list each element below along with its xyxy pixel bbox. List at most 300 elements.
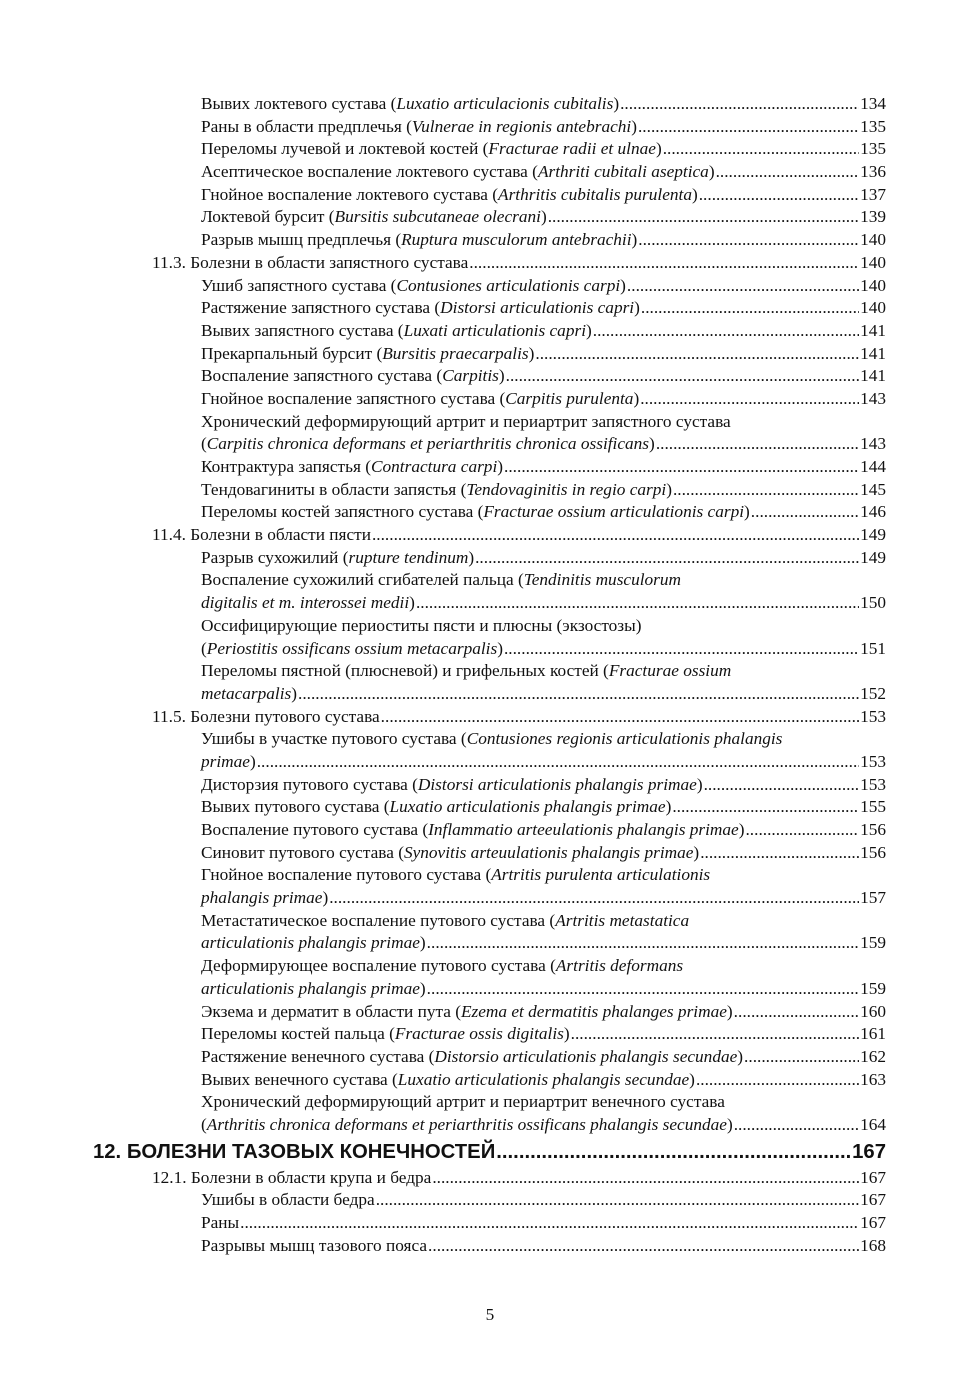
- entry-text: ): [586, 320, 592, 340]
- dot-leader: [535, 343, 859, 366]
- dot-leader: [416, 592, 859, 615]
- entry-text: Переломы пястной (плюсневой) и грифельных костей (: [201, 661, 609, 681]
- dot-leader: [745, 819, 859, 842]
- entry-text: Асептическое воспаление локтевого сустава (: [201, 162, 538, 182]
- entry-text: ): [691, 184, 698, 204]
- entry-text: Контрактура запястья (: [201, 457, 371, 476]
- entry-text: Переломы костей запястного сустава (: [201, 502, 484, 522]
- page-ref: 163: [860, 1069, 886, 1089]
- dot-leader: [696, 1069, 859, 1092]
- entry-text: ): [497, 638, 503, 658]
- entry-text: ): [631, 116, 637, 136]
- entry-text: ): [693, 842, 700, 862]
- page-ref: 140: [860, 275, 886, 295]
- entry-title: [201, 911, 689, 930]
- entry-title: [201, 1212, 239, 1235]
- toc-entry[interactable]: [201, 1235, 886, 1258]
- dot-leader: [504, 638, 859, 661]
- latin-term: Carpitis chronica deformans et periarthritis chronica ossificans: [206, 434, 650, 454]
- entry-text: ): [291, 683, 298, 703]
- latin-term: Distorsi articulationis phalangis primae: [417, 774, 697, 794]
- latin-term: Tendinitis musculorum: [523, 570, 682, 590]
- toc-entry[interactable]: [201, 1114, 886, 1137]
- entry-text: Воспаление сухожилий сгибателей пальца (: [201, 570, 524, 590]
- page-ref: 159: [860, 978, 886, 998]
- page-ref: 140: [860, 252, 886, 272]
- dot-leader: [504, 456, 859, 479]
- latin-term: Carpitis purulenta: [505, 388, 634, 408]
- page-ref: 157: [860, 888, 886, 908]
- entry-text: ): [633, 388, 640, 408]
- entry-text: 12. БОЛЕЗНИ ТАЗОВЫХ КОНЕЧНОСТЕЙ: [93, 1140, 496, 1163]
- dot-leader: [298, 683, 859, 706]
- dot-leader: [571, 1023, 859, 1046]
- entry-title: [201, 1069, 695, 1092]
- latin-term: Bursitis praecarpalis: [382, 343, 529, 363]
- page-ref: 155: [860, 797, 886, 817]
- toc-entry[interactable]: [201, 433, 886, 456]
- entry-text: ): [631, 230, 638, 250]
- entry-title: [201, 116, 637, 139]
- toc-entry[interactable]: [201, 93, 886, 116]
- entry-title: [201, 570, 681, 589]
- page-ref: 145: [860, 479, 886, 499]
- latin-term: Arthriti cubitali aseptica: [537, 162, 709, 182]
- dot-leader: [734, 1114, 859, 1137]
- latin-term: Artritis deformans: [555, 956, 684, 976]
- toc-entry[interactable]: [201, 1189, 886, 1212]
- dot-leader: [593, 320, 859, 343]
- entry-title: [201, 819, 744, 842]
- page-ref: 149: [860, 525, 886, 545]
- latin-term: articulationis phalangis primae: [201, 978, 420, 998]
- page-ref: 151: [860, 638, 886, 658]
- latin-term: Fracturae ossium articulationis carpi: [483, 502, 745, 522]
- entry-text: Вывих локтевого сустава (: [201, 94, 397, 113]
- toc-entry[interactable]: [201, 864, 886, 887]
- toc-entry[interactable]: [201, 1001, 886, 1024]
- entry-text: (: [201, 434, 207, 454]
- page-ref: 141: [860, 343, 886, 363]
- latin-term: phalangis primae: [201, 888, 323, 908]
- entry-title: [201, 547, 474, 570]
- entry-title: [201, 1001, 733, 1024]
- latin-term: Ruptura musculorum antebrachii: [401, 230, 632, 250]
- entry-text: Вывих запястного сустава (: [201, 320, 404, 340]
- latin-term: Luxatio articulationis phalangis secundae: [397, 1069, 690, 1089]
- entry-title: [201, 751, 256, 774]
- dot-leader: [548, 206, 859, 229]
- entry-title: [201, 956, 683, 975]
- entry-text: ): [249, 751, 256, 771]
- table-of-contents: [0, 93, 980, 1257]
- entry-title: [201, 887, 328, 910]
- entry-title: [201, 1235, 427, 1258]
- toc-section[interactable]: [152, 1167, 886, 1190]
- entry-title: [201, 1114, 733, 1137]
- entry-title: [201, 456, 503, 479]
- page-ref: 136: [860, 162, 886, 182]
- entry-text: ): [409, 593, 415, 613]
- dot-leader: [672, 796, 859, 819]
- dot-leader: [663, 138, 859, 161]
- page-number: 5: [485, 1305, 495, 1324]
- page-ref: 153: [860, 706, 886, 726]
- dot-leader: [240, 1212, 859, 1235]
- page-ref: 134: [860, 94, 886, 113]
- toc-entry[interactable]: [201, 842, 886, 865]
- entry-text: ): [665, 797, 672, 817]
- page-ref: 153: [860, 751, 886, 771]
- entry-title: [201, 1046, 743, 1069]
- entry-text: Растяжение запястного сустава (: [201, 298, 441, 318]
- toc-entry[interactable]: [201, 229, 886, 252]
- toc-entry[interactable]: [201, 683, 886, 706]
- entry-title: [201, 661, 731, 680]
- entry-title: [201, 1092, 725, 1111]
- dot-leader: [329, 887, 859, 910]
- page-ref: 144: [860, 457, 886, 476]
- entry-text: Хронический деформирующий артрит и периартрит запястного сустава: [201, 411, 731, 431]
- latin-term: Vulnerae in regionis antebrachi: [411, 116, 632, 136]
- latin-term: Artritis metastatica: [555, 910, 690, 930]
- latin-term: Fracturae ossis digitalis: [394, 1024, 564, 1044]
- entry-text: ): [666, 479, 672, 499]
- entry-text: Растяжение венечного сустава (: [201, 1046, 435, 1066]
- toc-entry[interactable]: [201, 955, 886, 978]
- latin-term: Artritis purulenta articulationis: [491, 865, 711, 885]
- toc-entry[interactable]: [201, 501, 886, 524]
- entry-text: ): [620, 275, 626, 295]
- entry-text: Экзема и дерматит в области пута (: [201, 1001, 461, 1021]
- page-ref: 140: [860, 230, 886, 250]
- latin-term: digitalis et m. interossei medii: [201, 593, 410, 613]
- page-ref: 146: [860, 502, 886, 522]
- entry-title: [201, 978, 426, 1001]
- entry-title: [93, 1137, 495, 1167]
- dot-leader: [428, 1235, 859, 1258]
- latin-term: Inflammatio arteeulationis phalangis primae: [428, 820, 739, 839]
- entry-title: [201, 184, 698, 207]
- entry-text: ): [726, 1001, 733, 1021]
- page-ref: 164: [860, 1114, 886, 1134]
- toc-section[interactable]: [152, 252, 886, 275]
- latin-term: Fracturae ossium: [608, 661, 732, 681]
- latin-term: Arthritis cubitalis purulenta: [498, 184, 692, 204]
- entry-text: Локтевой бурсит (: [201, 207, 335, 227]
- toc-entry[interactable]: [201, 411, 886, 434]
- entry-text: Раны в области предплечья (: [201, 116, 412, 136]
- entry-text: Гнойное воспаление запястного сустава (: [201, 388, 506, 408]
- entry-text: ): [322, 888, 329, 908]
- page-ref: 141: [860, 320, 886, 340]
- dot-leader: [704, 774, 860, 797]
- entry-title: [201, 842, 699, 865]
- page-ref: 140: [860, 298, 886, 318]
- entry-title: [201, 592, 415, 615]
- dot-leader: [475, 547, 859, 570]
- dot-leader: [257, 751, 859, 774]
- toc-entry[interactable]: [201, 978, 886, 1001]
- toc-entry[interactable]: [201, 660, 886, 683]
- entry-text: 11.5. Болезни путового сустава: [152, 706, 380, 726]
- entry-text: Гнойное воспаление локтевого сустава (: [201, 184, 499, 204]
- latin-term: Ezema et dermatitis phalanges primae: [460, 1001, 727, 1021]
- latin-term: Tendovaginitis in regio carpi: [466, 479, 667, 499]
- entry-title: [201, 93, 619, 116]
- entry-text: (: [201, 638, 207, 658]
- toc-entry[interactable]: [201, 932, 886, 955]
- page-ref: 160: [860, 1001, 886, 1021]
- toc-entry[interactable]: [201, 774, 886, 797]
- latin-term: Contusiones articulationis carpi: [396, 275, 621, 295]
- dot-leader: [427, 978, 859, 1001]
- entry-text: Переломы костей пальца (: [201, 1024, 395, 1044]
- latin-term: Luxatio articulationis phalangis primae: [389, 797, 666, 817]
- toc-entry[interactable]: [201, 819, 886, 842]
- entry-title: [201, 501, 750, 524]
- dot-leader: [744, 1046, 859, 1069]
- toc-entry[interactable]: [201, 547, 886, 570]
- entry-text: Оссифицирующие периоститы пясти и плюсны (экзостозы): [201, 615, 642, 635]
- toc-section[interactable]: [152, 706, 886, 729]
- entry-text: Разрыв мышц предплечья (: [201, 230, 402, 250]
- page-ref: 156: [860, 820, 886, 839]
- entry-text: Вывих путового сустава (: [201, 797, 390, 817]
- entry-title: [201, 796, 671, 819]
- page-ref: 141: [860, 366, 886, 386]
- latin-term: Distorsio articulationis phalangis secundae: [434, 1046, 738, 1066]
- entry-text: 11.3. Болезни в области запястного сустава: [152, 252, 469, 272]
- entry-text: Дисторзия путового сустава (: [201, 774, 418, 794]
- entry-text: Ушиб запястного сустава (: [201, 275, 397, 295]
- entry-text: ): [696, 774, 703, 794]
- toc-entry[interactable]: [201, 728, 886, 751]
- toc-entry[interactable]: [201, 116, 886, 139]
- entry-title: [201, 275, 626, 298]
- dot-leader: [381, 706, 859, 729]
- entry-text: Хронический деформирующий артрит и периартрит венечного сустава: [201, 1092, 725, 1112]
- dot-leader: [656, 433, 859, 456]
- entry-text: 11.4. Болезни в области пясти: [152, 525, 371, 545]
- entry-title: [201, 320, 592, 343]
- latin-term: Contractura carpi: [371, 457, 498, 476]
- dot-leader: [506, 365, 859, 388]
- entry-text: ): [613, 94, 620, 113]
- entry-text: (: [201, 1114, 207, 1134]
- page-ref: 161: [860, 1024, 886, 1044]
- entry-text: Прекарпальный бурсит (: [201, 343, 383, 363]
- entry-text: Ушибы в области бедра: [201, 1190, 375, 1210]
- entry-title: [201, 388, 639, 411]
- entry-title: [201, 616, 642, 635]
- entry-text: Разрывы мышц тазового пояса: [201, 1235, 428, 1255]
- page-ref: 149: [860, 547, 886, 567]
- dot-leader: [372, 524, 859, 547]
- dot-leader: [469, 252, 859, 275]
- toc-entry[interactable]: [201, 592, 886, 615]
- dot-leader: [432, 1167, 859, 1190]
- latin-term: rupture tendinum: [348, 547, 469, 567]
- toc-entry[interactable]: [201, 1069, 886, 1092]
- page-ref: 159: [860, 933, 886, 953]
- latin-term: Periostitis ossificans ossium metacarpalis: [206, 638, 498, 658]
- page-ref: 153: [860, 774, 886, 794]
- toc-entry[interactable]: [201, 388, 886, 411]
- entry-text: Воспаление запястного сустава (: [201, 366, 443, 386]
- page-ref: 137: [860, 184, 886, 204]
- toc-entry[interactable]: [201, 456, 886, 479]
- toc-entry[interactable]: [201, 910, 886, 933]
- toc-entry[interactable]: [201, 184, 886, 207]
- entry-title: [152, 524, 371, 547]
- dot-leader: [638, 116, 859, 139]
- entry-text: Ушибы в участке путового сустава (: [201, 729, 467, 749]
- entry-title: [201, 229, 637, 252]
- entry-text: Раны: [201, 1213, 240, 1232]
- latin-term: Distorsi articulationis capri: [440, 298, 635, 318]
- entry-text: ): [738, 820, 745, 839]
- entry-text: Деформирующее воспаление путового сустава (: [201, 956, 556, 976]
- entry-text: Разрыв сухожилий (: [201, 547, 349, 567]
- latin-term: Luxatio articulacionis cubitalis: [396, 94, 614, 113]
- entry-text: ): [419, 933, 426, 953]
- toc-entry[interactable]: [201, 796, 886, 819]
- entry-text: Переломы лучевой и локтевой костей (: [201, 139, 489, 159]
- latin-term: Arthritis chronica deformans et periarthritis ossificans phalangis secundae: [206, 1114, 727, 1134]
- dot-leader: [751, 501, 859, 524]
- dot-leader: [640, 388, 859, 411]
- entry-text: ): [655, 139, 662, 159]
- page-ref: 152: [860, 683, 886, 703]
- latin-term: metacarpalis: [201, 683, 292, 703]
- entry-text: Воспаление путового сустава (: [201, 820, 429, 839]
- latin-term: primae: [201, 751, 250, 771]
- dot-leader: [641, 297, 859, 320]
- dot-leader: [376, 1189, 859, 1212]
- entry-title: [152, 1167, 431, 1190]
- entry-text: ): [744, 502, 750, 522]
- page-ref: 156: [860, 842, 886, 862]
- entry-text: ): [726, 1114, 733, 1134]
- page-ref: 167: [852, 1140, 886, 1163]
- toc-entry[interactable]: [201, 365, 886, 388]
- entry-title: [201, 343, 534, 366]
- entry-text: ): [498, 366, 505, 386]
- page-ref: 167: [860, 1190, 886, 1210]
- toc-entry[interactable]: [201, 638, 886, 661]
- dot-leader: [734, 1001, 859, 1024]
- dot-leader: [716, 161, 859, 184]
- page-ref: 150: [860, 593, 886, 613]
- entry-text: Тендовагиниты в области запястья (: [201, 479, 467, 499]
- entry-title: [152, 706, 380, 729]
- toc-entry[interactable]: [201, 1023, 886, 1046]
- page-ref: 162: [860, 1046, 886, 1066]
- toc-entry[interactable]: [201, 479, 886, 502]
- page-ref: 143: [860, 388, 886, 408]
- entry-title: [201, 638, 503, 661]
- entry-title: [201, 206, 547, 229]
- toc-entry[interactable]: [201, 206, 886, 229]
- toc-entry[interactable]: [201, 1046, 886, 1069]
- entry-text: ): [708, 162, 715, 182]
- latin-term: Fracturae radii et ulnae: [488, 139, 656, 159]
- page-ref: 135: [860, 116, 886, 136]
- entry-text: Гнойное воспаление путового сустава (: [201, 865, 492, 885]
- entry-text: ): [563, 1024, 570, 1044]
- page-ref: 143: [860, 434, 886, 454]
- toc-entry[interactable]: [201, 887, 886, 910]
- entry-text: Синовит путового сустава (: [201, 842, 404, 862]
- entry-text: ): [528, 343, 535, 363]
- dot-leader: [427, 932, 859, 955]
- toc-entry[interactable]: [201, 343, 886, 366]
- dot-leader: [496, 1137, 851, 1167]
- entry-title: [201, 433, 655, 456]
- toc-section[interactable]: [152, 524, 886, 547]
- toc-entry[interactable]: [201, 569, 886, 592]
- dot-leader: [620, 93, 859, 116]
- entry-title: [201, 932, 426, 955]
- entry-text: ): [634, 298, 640, 318]
- toc-entry[interactable]: [201, 615, 886, 638]
- entry-title: [201, 479, 672, 502]
- toc-entry[interactable]: [201, 138, 886, 161]
- latin-term: Carpitis: [442, 366, 499, 386]
- entry-text: Вывих венечного сустава (: [201, 1069, 398, 1089]
- toc-entry[interactable]: [201, 1091, 886, 1114]
- dot-leader: [638, 229, 859, 252]
- toc-entry[interactable]: [201, 751, 886, 774]
- entry-title: [201, 865, 710, 884]
- dot-leader: [700, 842, 859, 865]
- page-ref: 167: [860, 1167, 886, 1187]
- latin-term: Luxati articulationis capri: [403, 320, 586, 340]
- entry-text: ): [689, 1069, 695, 1089]
- entry-title: [201, 774, 703, 797]
- toc-entry[interactable]: [201, 161, 886, 184]
- entry-title: [201, 683, 297, 706]
- entry-text: ): [649, 434, 655, 454]
- dot-leader: [699, 184, 859, 207]
- entry-title: [201, 1023, 570, 1046]
- latin-term: Synovitis arteuulationis phalangis primae: [403, 842, 694, 862]
- page-ref: 135: [860, 139, 886, 159]
- latin-term: Contusiones regionis articulationis phalangis: [466, 729, 783, 749]
- toc-chapter[interactable]: [93, 1137, 886, 1167]
- entry-title: [201, 1189, 375, 1212]
- toc-entry[interactable]: [201, 275, 886, 298]
- latin-term: Bursitis subcutaneae olecrani: [334, 207, 541, 227]
- toc-entry[interactable]: [201, 320, 886, 343]
- entry-title: [152, 252, 468, 275]
- entry-title: [201, 138, 662, 161]
- entry-title: [201, 729, 782, 748]
- entry-text: ): [497, 457, 504, 476]
- entry-text: ): [737, 1046, 744, 1066]
- toc-entry[interactable]: [201, 1212, 886, 1235]
- dot-leader: [673, 479, 859, 502]
- toc-entry[interactable]: [201, 297, 886, 320]
- entry-title: [201, 161, 715, 184]
- entry-text: ): [468, 547, 475, 567]
- dot-leader: [627, 275, 859, 298]
- entry-text: Метастатическое воспаление путового сустава (: [201, 910, 556, 930]
- page-ref: 139: [860, 207, 886, 227]
- entry-text: ): [540, 207, 547, 227]
- entry-text: 12.1. Болезни в области крупа и бедра: [152, 1167, 432, 1187]
